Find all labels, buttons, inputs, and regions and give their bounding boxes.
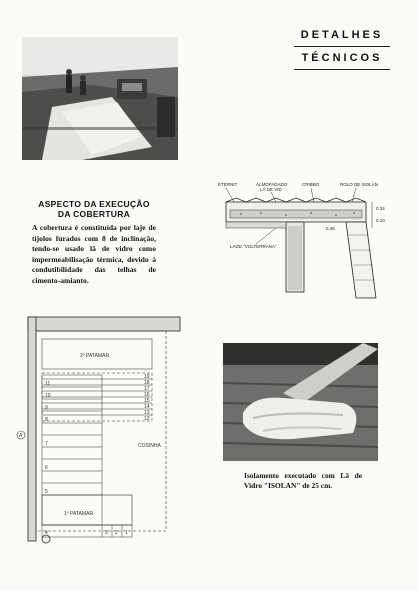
- plan-step-6: 6: [45, 465, 48, 471]
- header-divider: [294, 46, 390, 47]
- roof-caption-title: ASPECTO DA EXECUÇÃO DA COBERTURA: [38, 199, 150, 219]
- plan-section-marker: A: [19, 433, 23, 439]
- plan-step-10: 10: [45, 393, 51, 399]
- detail-dim-3: 0.48: [326, 226, 335, 231]
- plan-landing-1: 1º PATAMAR: [64, 511, 94, 517]
- detail-dim-2: 0.10: [376, 218, 385, 223]
- plan-step-12: 12: [144, 416, 150, 422]
- plan-step-16: 16: [144, 392, 150, 398]
- roof-construction-photo: [22, 37, 178, 160]
- plan-step-2: 2: [115, 530, 118, 536]
- plan-step-17: 17: [144, 386, 150, 392]
- page-header: [294, 26, 390, 72]
- header-title-line2: TÉCNICOS: [301, 52, 383, 64]
- plan-step-9: 9: [45, 405, 48, 411]
- plan-step-13: 13: [144, 410, 150, 416]
- roof-detail-drawing: [216, 180, 394, 300]
- plan-step-11: 11: [45, 381, 51, 387]
- detail-label-cribbo: CRIBBO: [302, 182, 320, 187]
- plan-step-1: 1: [125, 530, 128, 536]
- plan-step-14: 14: [144, 404, 150, 410]
- detail-sublabel: LÃ DE VID: [260, 187, 282, 192]
- insulation-caption: Isolamento executado com Lã de Vidro "ISOLAN" de 25 cm.: [244, 471, 362, 490]
- roof-caption-body: A cobertura é constituída por laje de tijolos furados com 8 de inclinação, tendo-se usado lã de vidro como impermeabilisação térmica, devido à condutibilidade das telhas de cimento-amianto.: [32, 223, 156, 285]
- plan-room-label: COSINHA: [138, 443, 161, 449]
- header-divider-bottom: [294, 69, 390, 70]
- plan-step-7: 7: [45, 441, 48, 447]
- plan-step-15: 15: [144, 398, 150, 404]
- detail-slab-label: LAGE "VOLTERRANA": [230, 244, 277, 249]
- detail-label-rolo: ROLO DE ISOLAN: [340, 182, 379, 187]
- header-title-line1: DETALHES: [300, 29, 384, 41]
- roof-caption: [32, 199, 156, 286]
- detail-label-almofadado: ALMOFADADO: [256, 182, 288, 187]
- plan-step-3: 3: [105, 530, 108, 536]
- detail-label-eternit: ETERNIT: [218, 182, 238, 187]
- plan-step-8: 8: [45, 417, 48, 423]
- plan-step-19: 19: [144, 374, 150, 380]
- staircase-floor-plan: [14, 315, 190, 547]
- plan-step-4: 4: [45, 530, 48, 536]
- plan-step-5: 5: [45, 489, 48, 495]
- plan-landing-2: 2º PATAMAR: [80, 353, 110, 359]
- detail-dim-1: 0.34: [376, 206, 385, 211]
- glass-wool-insulation-photo: [223, 343, 378, 461]
- plan-step-18: 18: [144, 380, 150, 386]
